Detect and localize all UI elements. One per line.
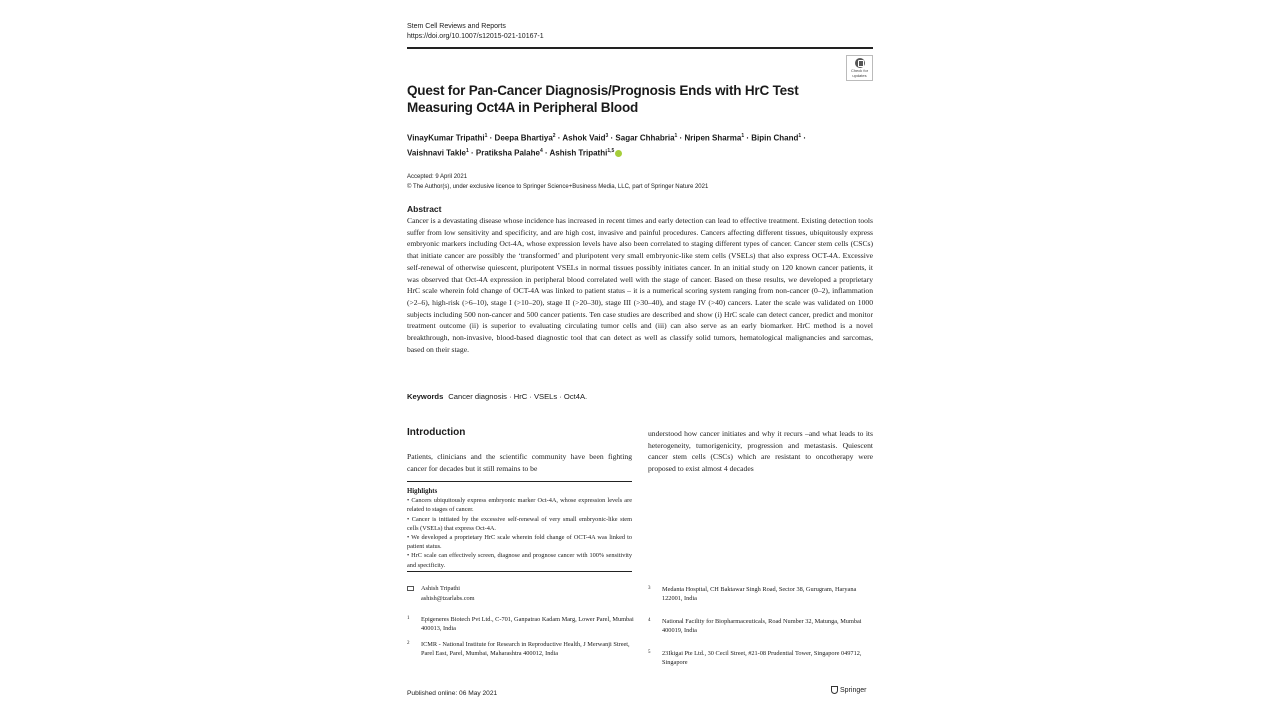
author-list bbox=[407, 130, 873, 159]
affiliation-text: Medanta Hospital, CH Baktawar Singh Road, Sector 38, Gurugram, Haryana 122001, India bbox=[662, 586, 857, 603]
abstract-heading: Abstract bbox=[407, 204, 442, 214]
affiliation-text: 23Ikigai Pte Ltd., 30 Cecil Street, #21-08 Prudential Tower, Singapore 049712, Singapore bbox=[662, 650, 862, 667]
author-line-2: Vaishnavi Takle$^1$ · Pratiksha Palahe$^4$ · Ashish Tripathi$^{1,5}$ bbox=[407, 145, 873, 160]
author-name[interactable]: Bipin Chand bbox=[751, 133, 799, 143]
highlights-title: Highlights bbox=[407, 488, 438, 495]
affiliation-number: 2 bbox=[407, 641, 410, 646]
author-name[interactable]: VinayKumar Tripathi bbox=[407, 133, 485, 143]
paper-title bbox=[407, 82, 807, 116]
author-name[interactable]: Ashok Vaid bbox=[562, 133, 606, 143]
accepted-date: Accepted: 9 April 2021 bbox=[407, 174, 468, 180]
affiliation-number: 5 bbox=[648, 650, 651, 655]
corresponding-author bbox=[421, 584, 475, 604]
springer-horse-icon bbox=[831, 686, 838, 694]
introduction-heading: Introduction bbox=[407, 427, 466, 438]
check-badge-label: Check for updates bbox=[850, 68, 869, 78]
contact-email[interactable]: ashish@tzarlabs.com bbox=[421, 595, 475, 602]
introduction-left-text: Patients, clinicians and the scientific community have been fighting cancer for decades but it still remains to be bbox=[407, 452, 632, 473]
author-name[interactable]: Deepa Bhartiya bbox=[494, 133, 553, 143]
affiliation-text: ICMR - National Institute for Research in Reproductive Health, J Merwanji Street, Parel East, Parel, Mumbai, Maharashtra 400012, India bbox=[421, 641, 630, 658]
affiliation-text: Epigeneres Biotech Pvt Ltd., C-701, Ganpatrao Kadam Marg, Lower Parel, Mumbai 400013, India bbox=[421, 616, 634, 633]
introduction-right-text: understood how cancer initiates and why it recurs –and what leads to its heterogeneity, tumorigenicity, progression and metastasis. Quiescent cancer stem cells (CSCs) which are resistant to oncotherapy were proposed to exist almost 4 decades bbox=[648, 429, 873, 474]
affiliation-number: 1 bbox=[407, 616, 410, 621]
publisher-name: Springer bbox=[840, 686, 867, 694]
author-affiliation: 1,5 bbox=[607, 147, 615, 154]
author-affiliation: 1 bbox=[674, 133, 678, 139]
abstract-text: Cancer is a devastating disease whose incidence has increased in recent times and early detection can lead to effective treatment. Existing detection tools suffer from low sensitivity and specificity, and are high cost, invasive and painful procedures. Cancers affecting different tissues, ubiquitously express embryonic markers including Oct-4A, whose expression levels have also been correlated to staging different types of cancer. Cancer stem cells (CSCs) that initiate cancer are possibly the ‘transformed’ and pluripotent very small embryonic-like stem cells (VSELs) that also express OCT-4A. Excessive self-renewal of otherwise quiescent, pluripotent VSELs in normal tissues possibly initiates cancer. In an initial study on 120 known cancer patients, it was observed that Oct-4A expression in peripheral blood correlated well with the stage of cancer. Based on these results, we developed a proprietary HrC scale wherein fold change of OCT-4A was linked to patient status – it is a numerical scoring system ranging from non-cancer (0–2), inflammation (>2–6), high-risk (>6–10), stage I (>10–20), stage II (>20–30), stage III (>30–40), and stage IV (>40) cancers. Later the scale was validated on 1000 subjects including 500 non-cancer and 500 cancer patients. Ten case studies are described and show (i) HrC scale can detect cancer, predict and monitor treatment outcome (ii) is superior to evaluating circulating tumor cells and (iii) can also serve as an early biomarker. HrC method is a novel breakthrough, non-invasive, blood-based diagnostic tool that can detect as well as classify solid tumors, hematological malignancies and sarcomas, based on their stage. bbox=[407, 216, 873, 354]
keywords bbox=[407, 391, 873, 402]
contact-name: Ashish Tripathi bbox=[421, 585, 461, 592]
orcid-icon[interactable] bbox=[615, 150, 622, 157]
author-affiliation: 1 bbox=[741, 133, 745, 139]
published-online: Published online: 06 May 2021 bbox=[407, 690, 498, 697]
highlights-bottom-rule bbox=[407, 571, 632, 572]
springer-logo bbox=[831, 686, 866, 694]
title-line-1: Quest for Pan-Cancer Diagnosis/Prognosis Ends with HrC Test bbox=[407, 83, 799, 98]
check-for-updates-badge[interactable] bbox=[846, 55, 873, 81]
author-line-1: VinayKumar Tripathi$^1$ · Deepa Bhartiya$^2$ · Ashok Vaid$^3$ · Sagar Chhabria$^1$ · Nripen Sharma$^1$ · Bipin Chand$^1$ · bbox=[407, 133, 807, 143]
bookmark-icon bbox=[855, 58, 865, 68]
copyright-notice: © The Author(s), under exclusive licence to Springer Science+Business Media, LLC, part of Springer Nature 2021 bbox=[407, 184, 709, 190]
highlight-item: • Cancers ubiquitously express embryonic marker Oct-4A, whose expression levels are related to stages of cancer. bbox=[407, 497, 632, 514]
author-name[interactable]: Vaishnavi Takle bbox=[407, 148, 466, 158]
affiliation-text: National Facility for Biopharmaceuticals, Road Number 32, Matunga, Mumbai 400019, India bbox=[662, 618, 862, 635]
author-name[interactable]: Pratiksha Palahe bbox=[475, 148, 540, 158]
author-name[interactable]: Ashish Tripathi bbox=[549, 148, 608, 158]
keywords-text: Cancer diagnosis · HrC · VSELs · Oct4A. bbox=[448, 392, 588, 401]
affiliation-number: 3 bbox=[648, 586, 651, 591]
author-name[interactable]: Nripen Sharma bbox=[684, 133, 742, 143]
highlights-top-rule bbox=[407, 481, 632, 482]
author-name[interactable]: Sagar Chhabria bbox=[615, 133, 675, 143]
journal-doi[interactable]: https://doi.org/10.1007/s12015-021-10167-1 bbox=[407, 33, 544, 40]
author-affiliation: 2 bbox=[552, 133, 556, 139]
author-affiliation: 1 bbox=[484, 133, 488, 139]
author-affiliation: 1 bbox=[466, 147, 469, 154]
author-affiliation: 1 bbox=[798, 133, 802, 139]
journal-header bbox=[407, 22, 544, 42]
highlights-box bbox=[407, 487, 632, 570]
keywords-label: Keywords bbox=[407, 392, 444, 401]
highlight-item: • HrC scale can effectively screen, diagnose and prognose cancer with 100% sensitivity and specificity. bbox=[407, 552, 632, 569]
highlight-item: • Cancer is initiated by the excessive self-renewal of very small embryonic-like stem cells (VSELs) that express Oct-4A. bbox=[407, 515, 632, 532]
article-meta bbox=[407, 172, 708, 192]
author-affiliation: 4 bbox=[539, 147, 543, 154]
mail-icon bbox=[407, 586, 414, 591]
journal-name: Stem Cell Reviews and Reports bbox=[407, 23, 506, 30]
header-rule bbox=[407, 47, 873, 49]
author-affiliation: 3 bbox=[605, 133, 609, 139]
highlight-item: • We developed a proprietary HrC scale wherein fold change of OCT-4A was linked to patient status. bbox=[407, 534, 632, 551]
title-line-2: Measuring Oct4A in Peripheral Blood bbox=[407, 100, 639, 115]
paper-page bbox=[407, 18, 873, 708]
affiliation-number: 4 bbox=[648, 618, 651, 623]
